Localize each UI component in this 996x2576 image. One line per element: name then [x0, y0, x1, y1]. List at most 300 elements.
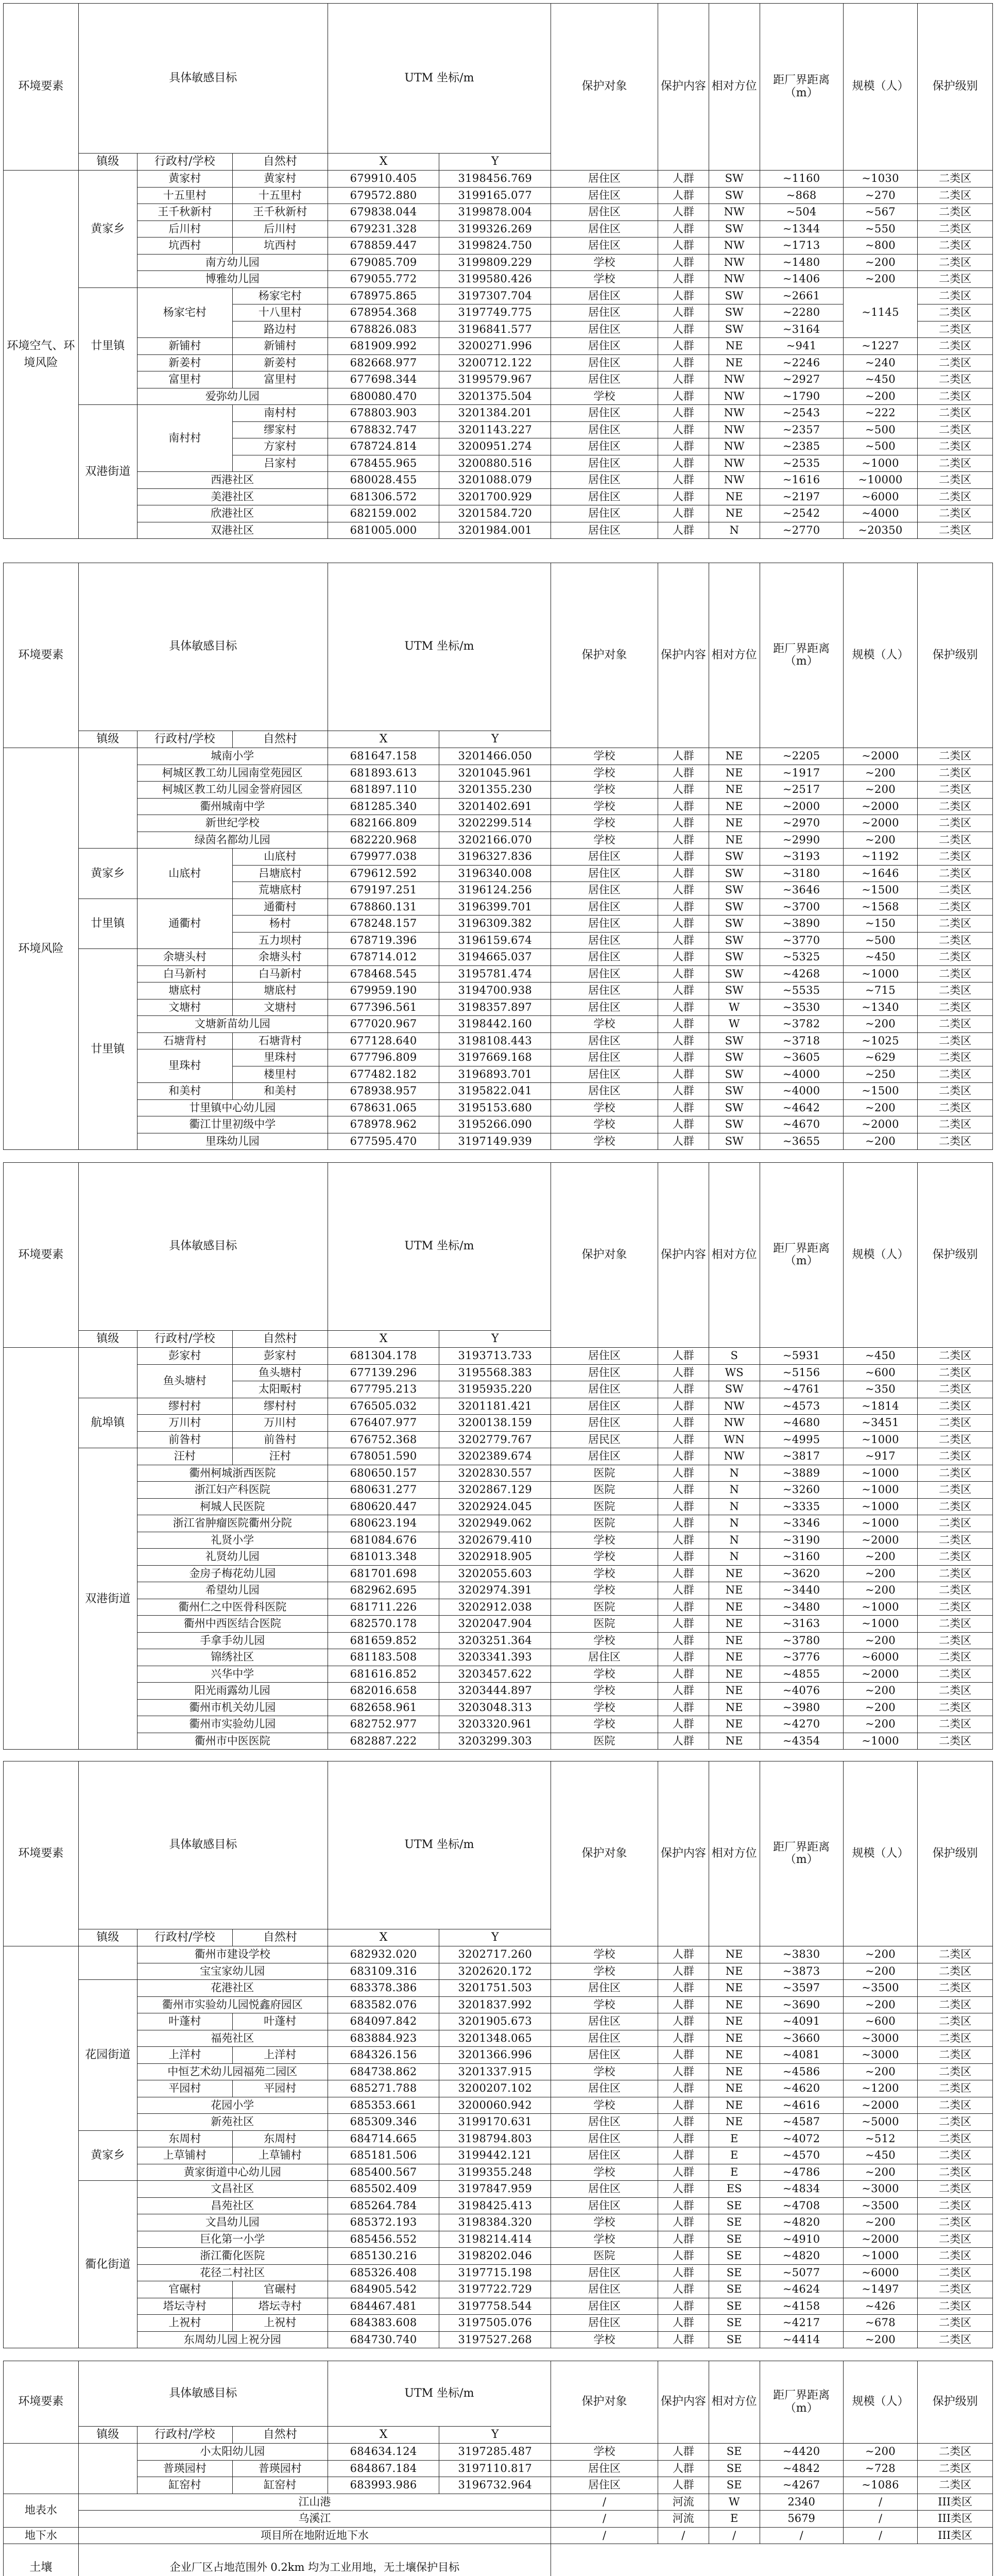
utm-y-cell: 3201355.230	[439, 782, 551, 799]
natural-village-cell: 富里村	[232, 371, 328, 388]
direction-cell: SW	[709, 171, 760, 188]
utm-x-cell: 684714.665	[328, 2130, 439, 2147]
protect-content-cell: 人群	[658, 949, 709, 966]
protect-content-cell: 人群	[658, 849, 709, 866]
utm-x-cell: 679838.044	[328, 204, 439, 221]
distance-cell: ~2000	[760, 798, 843, 815]
table-row	[4, 287, 993, 304]
protect-object-cell: 医院	[551, 2248, 658, 2265]
natural-village-cell: 和美村	[232, 1083, 328, 1100]
direction-cell: NW	[709, 438, 760, 455]
scale-cell: ~200	[843, 1133, 917, 1150]
direction-cell: NW	[709, 204, 760, 221]
utm-x-cell: 685372.193	[328, 2214, 439, 2231]
table-row	[4, 488, 993, 505]
utm-x-cell: 682220.968	[328, 832, 439, 849]
town-cell: 航埠镇	[78, 1398, 137, 1448]
table-row	[4, 2511, 993, 2528]
distance-cell: ~4158	[760, 2298, 843, 2315]
protect-object-cell: /	[551, 2511, 658, 2528]
direction-cell: W	[709, 999, 760, 1016]
admin-village-cell: 衢州市实验幼儿园悦鑫府园区	[137, 1996, 328, 2013]
natural-village-cell: 通衢村	[232, 899, 328, 916]
utm-y-cell: 3199809.229	[439, 254, 551, 271]
utm-x-cell: 685400.567	[328, 2164, 439, 2181]
level-cell: 二类区	[918, 505, 993, 522]
table-row	[4, 1599, 993, 1616]
distance-cell: ~941	[760, 338, 843, 355]
env-element-cell	[4, 1946, 79, 2348]
table-row	[4, 2315, 993, 2332]
utm-x-cell: 684738.862	[328, 2063, 439, 2080]
table-row	[4, 1049, 993, 1066]
direction-cell: NE	[709, 1733, 760, 1750]
distance-cell: ~2970	[760, 815, 843, 832]
admin-village-cell: 中恒艺术幼儿园福苑二园区	[137, 2063, 328, 2080]
protect-object-cell: 居住区	[551, 321, 658, 338]
distance-cell: ~1917	[760, 765, 843, 782]
protect-content-cell: 人群	[658, 1465, 709, 1482]
distance-cell: ~3480	[760, 1599, 843, 1616]
scale-cell: ~2000	[843, 748, 917, 765]
utm-y-cell: 3203341.393	[439, 1649, 551, 1666]
admin-village-cell: 衢州市机关幼儿园	[137, 1699, 328, 1716]
protect-content-cell: 人群	[658, 455, 709, 472]
natural-village-cell: 里珠村	[232, 1049, 328, 1066]
level-cell: 二类区	[918, 2281, 993, 2298]
utm-x-cell: 679572.880	[328, 187, 439, 204]
admin-village-cell: 普瑛园村	[137, 2460, 232, 2477]
utm-y-cell: 3199165.077	[439, 187, 551, 204]
admin-village-cell: 浙江省肿瘤医院衢州分院	[137, 1515, 328, 1532]
admin-village-header: 行政村/学校	[137, 1929, 232, 1946]
admin-village-cell: 鱼头塘村	[137, 1364, 232, 1398]
scale-cell: ~1500	[843, 1083, 917, 1100]
utm-y-cell: 3195822.041	[439, 1083, 551, 1100]
utm-y-cell: 3195153.680	[439, 1099, 551, 1116]
utm-header: UTM 坐标/m	[328, 2361, 551, 2427]
table-row	[4, 2460, 993, 2477]
protect-object-cell: 学校	[551, 1946, 658, 1963]
protect-object-cell: 学校	[551, 1016, 658, 1033]
table-row	[4, 472, 993, 489]
direction-cell: NE	[709, 1666, 760, 1683]
protect-content-cell: 人群	[658, 2264, 709, 2281]
table-row	[4, 238, 993, 255]
scale-cell: ~567	[843, 204, 917, 221]
admin-village-cell: 东周村	[137, 2130, 232, 2147]
level-cell: 二类区	[918, 932, 993, 949]
scale-cell: ~1500	[843, 882, 917, 899]
direction-cell: NE	[709, 2013, 760, 2030]
table-row	[4, 2477, 993, 2494]
utm-y-cell: 3199579.967	[439, 371, 551, 388]
level-cell: 二类区	[918, 1515, 993, 1532]
natural-village-cell: 塔坛寺村	[232, 2298, 328, 2315]
protect-object-cell: 学校	[551, 1116, 658, 1133]
admin-village-cell: 爱弥幼儿园	[137, 388, 328, 405]
protect-object-cell: 居住区	[551, 221, 658, 238]
protect-content-cell: 人群	[658, 2298, 709, 2315]
admin-village-cell: 新世纪学校	[137, 815, 328, 832]
level-cell: 二类区	[918, 1498, 993, 1515]
utm-y-cell: 3196841.577	[439, 321, 551, 338]
direction-cell: SW	[709, 865, 760, 882]
admin-village-cell: 衢州中西医结合医院	[137, 1616, 328, 1633]
utm-y-cell: 3197749.775	[439, 304, 551, 321]
scale-cell: ~200	[843, 2444, 917, 2461]
admin-village-cell: 里珠村	[137, 1049, 232, 1083]
table-row	[4, 2130, 993, 2147]
utm-y-cell: 3197307.704	[439, 287, 551, 304]
protect-object-cell: 学校	[551, 2231, 658, 2248]
utm-x-cell: 685309.346	[328, 2114, 439, 2131]
distance-header: 距厂界距离（m）	[760, 4, 843, 171]
target-header: 具体敏感目标	[78, 4, 328, 154]
admin-village-cell: 十五里村	[137, 187, 232, 204]
distance-cell: ~4267	[760, 2477, 843, 2494]
level-cell: 二类区	[918, 1946, 993, 1963]
protect-content-cell: 人群	[658, 522, 709, 539]
distance-cell: ~5325	[760, 949, 843, 966]
scale-cell: ~200	[843, 2063, 917, 2080]
admin-village-cell: 锦绣社区	[137, 1649, 328, 1666]
utm-y-cell: 3200271.996	[439, 338, 551, 355]
protect-object-cell: 居住区	[551, 982, 658, 999]
protect-content-cell: 人群	[658, 505, 709, 522]
scale-cell: ~200	[843, 1716, 917, 1733]
water-body-name: 乌溪江	[78, 2511, 551, 2528]
level-cell: 二类区	[918, 748, 993, 765]
distance-cell: ~3700	[760, 899, 843, 916]
groundwater-name: 项目所在地附近地下水	[78, 2527, 551, 2544]
distance-cell: ~5535	[760, 982, 843, 999]
scale-cell: ~200	[843, 1683, 917, 1700]
scale-cell: ~2000	[843, 2231, 917, 2248]
scale-cell: ~200	[843, 1946, 917, 1963]
protect-content-cell: 人群	[658, 421, 709, 438]
admin-village-cell: 文塘村	[137, 999, 232, 1016]
protect-content-cell: 人群	[658, 1666, 709, 1683]
utm-y-cell: 3201402.691	[439, 798, 551, 815]
protect-object-cell: 学校	[551, 1963, 658, 1980]
distance-cell: ~4076	[760, 1683, 843, 1700]
protect-content-cell: 人群	[658, 798, 709, 815]
protect-object-cell: 学校	[551, 1699, 658, 1716]
natural-village-cell: 吕家村	[232, 455, 328, 472]
water-body-name: 江山港	[78, 2494, 551, 2511]
table-row	[4, 204, 993, 221]
table-row	[4, 849, 993, 866]
protect-content-cell: 人群	[658, 2047, 709, 2064]
utm-y-cell: 3197505.076	[439, 2315, 551, 2332]
admin-village-cell: 阳光雨露幼儿园	[137, 1683, 328, 1700]
town-header: 镇级	[78, 731, 137, 748]
level-header: 保护级别	[918, 563, 993, 748]
utm-x-cell: 681304.178	[328, 1348, 439, 1365]
distance-cell: ~504	[760, 204, 843, 221]
protect-object-cell: 居住区	[551, 999, 658, 1016]
level-cell: 二类区	[918, 455, 993, 472]
natural-village-cell: 缪村村	[232, 1398, 328, 1415]
utm-x-cell: 682887.222	[328, 1733, 439, 1750]
direction-header: 相对方位	[709, 4, 760, 171]
scale-cell: ~450	[843, 371, 917, 388]
direction-cell: E	[709, 2130, 760, 2147]
utm-y-cell: 3197149.939	[439, 1133, 551, 1150]
scale-cell: ~1646	[843, 865, 917, 882]
natural-village-cell: 十五里村	[232, 187, 328, 204]
direction-cell: SW	[709, 221, 760, 238]
table-row	[4, 1716, 993, 1733]
admin-village-cell: 文昌幼儿园	[137, 2214, 328, 2231]
direction-cell: SE	[709, 2248, 760, 2265]
table-row	[4, 1582, 993, 1599]
scale-cell: ~2000	[843, 2097, 917, 2114]
natural-village-cell: 荒塘底村	[232, 882, 328, 899]
natural-village-cell: 彭家村	[232, 1348, 328, 1365]
utm-y-cell: 3201700.929	[439, 488, 551, 505]
town-header: 镇级	[78, 1929, 137, 1946]
admin-village-cell: 福苑社区	[137, 2030, 328, 2047]
distance-cell: ~3690	[760, 1996, 843, 2013]
protect-object-cell: 医院	[551, 1616, 658, 1633]
scale-cell: ~1000	[843, 1599, 917, 1616]
level-cell: 二类区	[918, 949, 993, 966]
protect-object-cell: 居住区	[551, 1066, 658, 1083]
protect-object-cell: 居住区	[551, 421, 658, 438]
direction-cell: E	[709, 2164, 760, 2181]
admin-village-header: 行政村/学校	[137, 731, 232, 748]
utm-header: UTM 坐标/m	[328, 1761, 551, 1929]
scale-cell: ~250	[843, 1066, 917, 1083]
distance-cell: ~2927	[760, 371, 843, 388]
level-cell: 二类区	[918, 999, 993, 1016]
scale-cell: ~200	[843, 271, 917, 288]
utm-x-cell: 678860.131	[328, 899, 439, 916]
table-row	[4, 2494, 993, 2511]
scale-cell: ~10000	[843, 472, 917, 489]
distance-cell: ~4834	[760, 2181, 843, 2198]
scale-cell: ~500	[843, 932, 917, 949]
utm-x-cell: 678954.368	[328, 304, 439, 321]
utm-y-cell: 3196340.008	[439, 865, 551, 882]
utm-x-cell: 681183.508	[328, 1649, 439, 1666]
utm-header: UTM 坐标/m	[328, 563, 551, 731]
protect-object-cell: 居住区	[551, 1083, 658, 1100]
admin-village-cell: 山底村	[137, 849, 232, 899]
natural-village-cell: 万川村	[232, 1415, 328, 1432]
level-cell: 二类区	[918, 421, 993, 438]
utm-x-cell: 681306.572	[328, 488, 439, 505]
scale-cell: ~200	[843, 1632, 917, 1649]
protect-object-cell: 学校	[551, 832, 658, 849]
protect-object-cell: 居住区	[551, 1348, 658, 1365]
utm-y-cell: 3198108.443	[439, 1032, 551, 1049]
level-cell: 二类区	[918, 1032, 993, 1049]
town-header: 镇级	[78, 1330, 137, 1348]
admin-village-cell: 石塘背村	[137, 1032, 232, 1049]
protect-content-cell: 人群	[658, 1549, 709, 1566]
admin-village-cell: 西港社区	[137, 472, 328, 489]
blank-cell	[551, 2544, 993, 2576]
distance-cell: ~3782	[760, 1016, 843, 1033]
direction-cell: NW	[709, 455, 760, 472]
utm-x-cell: 681005.000	[328, 522, 439, 539]
scale-cell: ~1000	[843, 1465, 917, 1482]
scale-cell: ~200	[843, 388, 917, 405]
table-row	[4, 2527, 993, 2544]
protect-object-cell: 居住区	[551, 2298, 658, 2315]
direction-cell: SW	[709, 287, 760, 304]
admin-village-cell: 希望幼儿园	[137, 1582, 328, 1599]
protect-object-cell: 学校	[551, 388, 658, 405]
utm-y-cell: 3201837.992	[439, 1996, 551, 2013]
utm-y-cell: 3203320.961	[439, 1716, 551, 1733]
distance-cell: ~2770	[760, 522, 843, 539]
direction-cell: NW	[709, 472, 760, 489]
utm-y-cell: 3200207.102	[439, 2080, 551, 2097]
utm-x-cell: 684326.156	[328, 2047, 439, 2064]
protect-object-cell: 学校	[551, 1996, 658, 2013]
direction-cell: NW	[709, 405, 760, 422]
table-row	[4, 1946, 993, 1963]
level-cell: 二类区	[918, 1699, 993, 1716]
protect-content-cell: 人群	[658, 865, 709, 882]
utm-x-cell: 684634.124	[328, 2444, 439, 2461]
protect-content-header: 保护内容	[658, 1761, 709, 1946]
direction-cell: SW	[709, 899, 760, 916]
protect-content-cell: 人群	[658, 1381, 709, 1398]
utm-x-cell: 679910.405	[328, 171, 439, 188]
distance-cell: ~3980	[760, 1699, 843, 1716]
utm-y-cell: 3194665.037	[439, 949, 551, 966]
admin-village-cell: 上祝村	[137, 2315, 232, 2332]
target-header: 具体敏感目标	[78, 1761, 328, 1929]
direction-cell: SW	[709, 304, 760, 321]
town-header: 镇级	[78, 2426, 137, 2444]
level-cell: 二类区	[918, 204, 993, 221]
level-cell: 二类区	[918, 865, 993, 882]
protect-object-cell: 学校	[551, 1716, 658, 1733]
scale-cell: ~270	[843, 187, 917, 204]
protect-content-cell: 人群	[658, 287, 709, 304]
direction-cell: WS	[709, 1364, 760, 1381]
utm-y-cell: 3197847.959	[439, 2181, 551, 2198]
level-cell: 二类区	[918, 2063, 993, 2080]
admin-village-cell: 和美村	[137, 1083, 232, 1100]
utm-y-cell: 3198442.160	[439, 1016, 551, 1033]
distance-cell: ~2357	[760, 421, 843, 438]
level-cell: 二类区	[918, 2097, 993, 2114]
table-row	[4, 1996, 993, 2013]
utm-x-cell: 684730.740	[328, 2331, 439, 2348]
direction-cell: SW	[709, 1032, 760, 1049]
protect-object-cell: 居住区	[551, 949, 658, 966]
natural-village-header: 自然村	[232, 153, 328, 171]
protect-object-cell: 居住区	[551, 2281, 658, 2298]
distance-cell: ~5931	[760, 1348, 843, 1365]
distance-cell: ~4081	[760, 2047, 843, 2064]
utm-y-cell: 3195781.474	[439, 965, 551, 982]
protect-object-cell: 学校	[551, 2063, 658, 2080]
utm-x-cell: 677796.809	[328, 1049, 439, 1066]
table-row	[4, 1733, 993, 1750]
protect-content-cell: 人群	[658, 2164, 709, 2181]
protect-object-cell: 学校	[551, 2444, 658, 2461]
sensitive-target-table-part-4	[3, 1761, 993, 2348]
utm-y-cell: 3196893.701	[439, 1066, 551, 1083]
level-cell: 二类区	[918, 2264, 993, 2281]
utm-y-cell: 3199580.426	[439, 271, 551, 288]
distance-cell: ~4616	[760, 2097, 843, 2114]
level-cell: 二类区	[918, 1683, 993, 1700]
utm-y-cell: 3194700.938	[439, 982, 551, 999]
direction-cell: NE	[709, 488, 760, 505]
admin-village-cell: 柯城区教工幼儿园金誉府园区	[137, 782, 328, 799]
natural-village-cell: 缪家村	[232, 421, 328, 438]
scale-cell: ~3000	[843, 2181, 917, 2198]
direction-cell: N	[709, 522, 760, 539]
table-row	[4, 748, 993, 765]
direction-cell: NW	[709, 238, 760, 255]
table-row	[4, 1415, 993, 1432]
utm-x-cell: 678719.396	[328, 932, 439, 949]
utm-x-cell: 681711.226	[328, 1599, 439, 1616]
town-cell: 黄家乡	[78, 849, 137, 899]
distance-cell: ~4820	[760, 2214, 843, 2231]
scale-cell: ~4000	[843, 505, 917, 522]
groundwater-label: 地下水	[4, 2527, 79, 2544]
distance-cell: ~4000	[760, 1083, 843, 1100]
direction-cell: SW	[709, 1381, 760, 1398]
scale-cell: ~200	[843, 254, 917, 271]
utm-x-cell: 682658.961	[328, 1699, 439, 1716]
protect-content-cell: 人群	[658, 748, 709, 765]
distance-cell: ~3163	[760, 1616, 843, 1633]
table-row	[4, 982, 993, 999]
level-cell: 二类区	[918, 1716, 993, 1733]
utm-x-cell: 681909.992	[328, 338, 439, 355]
direction-cell: NE	[709, 1632, 760, 1649]
protect-content-cell: 人群	[658, 2444, 709, 2461]
env-element-header: 环境要素	[4, 1761, 79, 1946]
direction-cell: NW	[709, 388, 760, 405]
scale-cell: ~600	[843, 1364, 917, 1381]
level-cell: 二类区	[918, 2114, 993, 2131]
utm-x-cell: 678714.012	[328, 949, 439, 966]
level-cell: 二类区	[918, 1565, 993, 1582]
scale-cell: ~6000	[843, 488, 917, 505]
table-row	[4, 2281, 993, 2298]
utm-x-cell: 676505.032	[328, 1398, 439, 1415]
utm-y-cell: 3193713.733	[439, 1348, 551, 1365]
scale-cell: ~1000	[843, 455, 917, 472]
table-row	[4, 221, 993, 238]
protect-object-cell: 学校	[551, 1683, 658, 1700]
level-cell: 二类区	[918, 405, 993, 422]
utm-x-cell: 676407.977	[328, 1415, 439, 1432]
utm-x-cell: 681647.158	[328, 748, 439, 765]
utm-x-cell: 678051.590	[328, 1448, 439, 1465]
town-cell: 黄家乡	[78, 171, 137, 288]
level-cell: 二类区	[918, 1599, 993, 1616]
distance-header: 距厂界距离（m）	[760, 1163, 843, 1348]
distance-cell: ~2385	[760, 438, 843, 455]
table-row	[4, 798, 993, 815]
table-row	[4, 1666, 993, 1683]
distance-cell: ~3620	[760, 1565, 843, 1582]
